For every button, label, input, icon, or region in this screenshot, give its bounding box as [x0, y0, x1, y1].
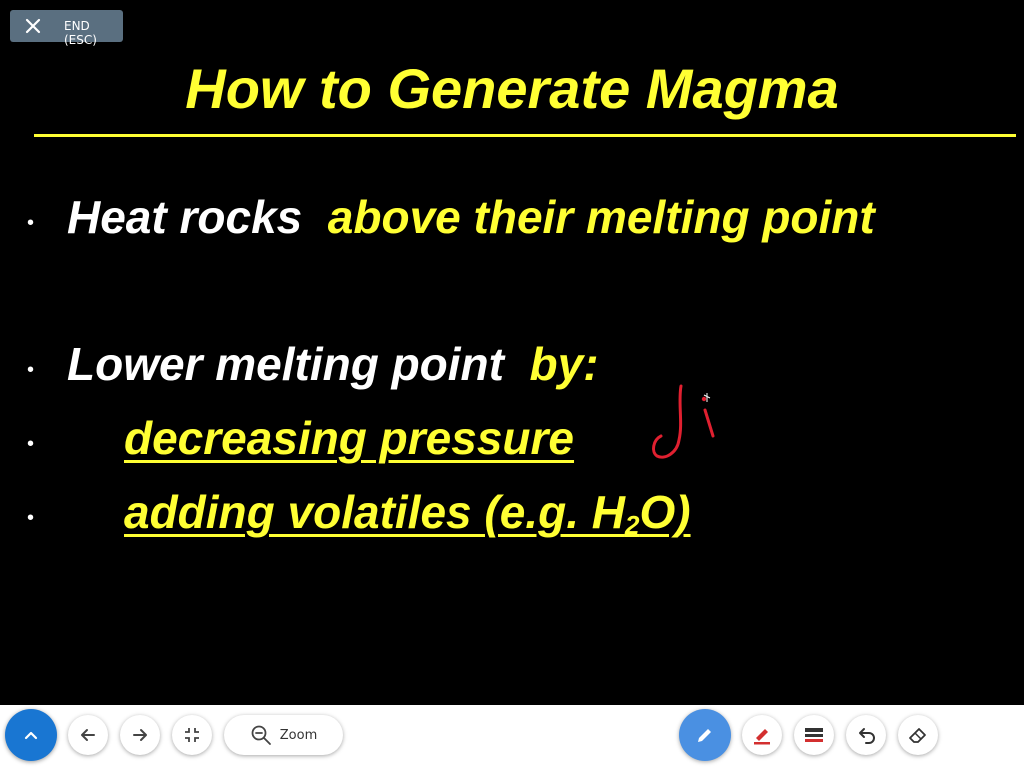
- ink-annotation: [645, 378, 725, 468]
- undo-icon: [855, 724, 877, 746]
- bullet-marker: •: [27, 212, 35, 234]
- highlighter-icon: [751, 724, 773, 746]
- chevron-up-icon: [22, 726, 40, 744]
- bullet-decreasing-pressure: decreasing pressure: [124, 412, 575, 464]
- bullet2-white-text: Lower melting point: [67, 338, 504, 390]
- bullet-marker: •: [27, 359, 35, 381]
- slide-title: How to Generate Magma: [185, 57, 839, 120]
- bullet4-text-a: adding volatiles (e.g. H: [124, 486, 625, 538]
- bullet4-text-b: O): [639, 486, 691, 538]
- pen-tool-button[interactable]: [679, 709, 731, 761]
- next-slide-button[interactable]: [120, 715, 160, 755]
- line-weight-button[interactable]: [794, 715, 834, 755]
- zoom-label: Zoom: [279, 727, 318, 743]
- pen-icon: [695, 725, 715, 745]
- bullet4-subscript: 2: [624, 510, 640, 540]
- undo-button[interactable]: [846, 715, 886, 755]
- end-presentation-button[interactable]: [10, 10, 123, 47]
- bullet1-white-text: Heat rocks: [67, 191, 303, 243]
- bullet-adding-volatiles: [124, 485, 691, 541]
- exit-fullscreen-button[interactable]: [172, 715, 212, 755]
- zoom-out-icon: [250, 724, 272, 746]
- highlighter-tool-button[interactable]: [742, 715, 782, 755]
- bullet-marker: •: [27, 507, 35, 529]
- bullet-lower-melting-point: [67, 337, 599, 391]
- expand-toolbar-button[interactable]: [5, 709, 57, 761]
- zoom-button[interactable]: [224, 715, 343, 755]
- end-button-label: END (ESC): [64, 19, 97, 47]
- line-weight-icon: [803, 724, 825, 746]
- eraser-icon: [907, 724, 929, 746]
- previous-slide-button[interactable]: [68, 715, 108, 755]
- bullet1-yellow-text: above their melting point: [327, 191, 875, 243]
- title-divider: [34, 134, 1016, 137]
- bullet-heat-rocks: [67, 190, 875, 244]
- bullet-marker: •: [27, 433, 35, 455]
- collapse-icon: [183, 726, 201, 744]
- arrow-left-icon: [78, 725, 98, 745]
- arrow-right-icon: [130, 725, 150, 745]
- bullet2-yellow-text: by:: [529, 338, 599, 390]
- close-icon: [24, 17, 42, 35]
- eraser-button[interactable]: [898, 715, 938, 755]
